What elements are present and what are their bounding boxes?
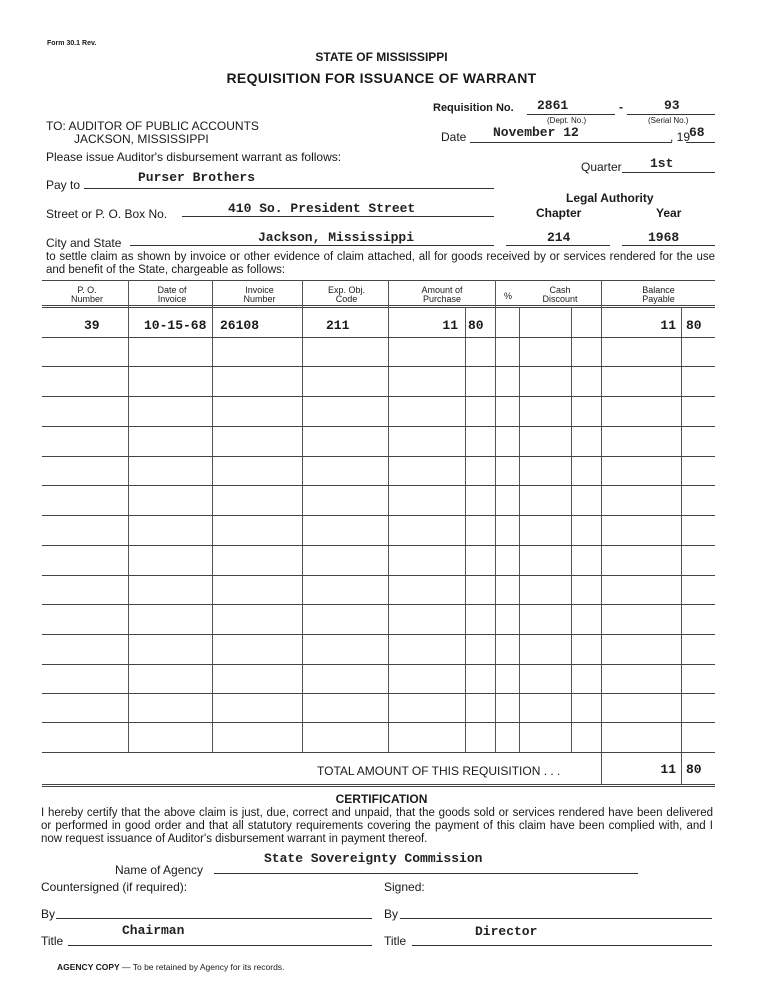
col-head-balance: Balance Payable — [642, 285, 675, 304]
city-value: Jackson, Mississippi — [258, 230, 415, 245]
row1-po: 39 — [84, 318, 100, 333]
col-head-exp-code: Exp. Obj. Code — [327, 285, 365, 304]
total-cents: 80 — [686, 762, 702, 777]
requisition-dash: - — [619, 100, 623, 114]
total-rule — [42, 784, 715, 785]
row-rule — [42, 426, 715, 427]
row-rule — [42, 545, 715, 546]
pay-to-value: Purser Brothers — [138, 170, 256, 185]
serial-underline — [627, 114, 715, 115]
row-rule — [42, 456, 715, 457]
pay-to-underline — [84, 188, 494, 189]
countersigned-label: Countersigned (if required): — [41, 880, 188, 894]
row-rule — [42, 366, 715, 367]
col-head-invoice: Invoice Number — [243, 285, 276, 304]
quarter-value: 1st — [650, 156, 674, 171]
issue-instruction: Please issue Auditor's disbursement warrant as follows: — [46, 150, 342, 164]
row-rule — [42, 722, 715, 723]
row1-date: 10-15-68 — [144, 318, 207, 333]
dept-number: 2861 — [537, 98, 569, 113]
row-rule — [42, 664, 715, 665]
date-label: Date — [441, 130, 467, 144]
signed-label: Signed: — [384, 880, 425, 894]
total-dollars: 11 — [660, 762, 676, 777]
col-line — [601, 280, 602, 785]
total-rule-2 — [42, 786, 715, 787]
col-line — [465, 307, 466, 752]
agency-value: State Sovereignty Commission — [264, 851, 483, 866]
legal-year-label: Year — [656, 206, 682, 220]
col-line — [302, 280, 303, 752]
col-line — [495, 280, 496, 752]
row1-amount-dollars: 11 — [442, 318, 458, 333]
agency-label: Name of Agency — [115, 863, 204, 877]
state-heading: STATE OF MISSISSIPPI — [315, 50, 448, 64]
row1-balance-cents: 80 — [686, 318, 702, 333]
certification-title: CERTIFICATION — [335, 792, 428, 806]
row-rule — [42, 515, 715, 516]
col-head-amount: Amount of Purchase — [421, 285, 463, 304]
chapter-underline — [506, 245, 610, 246]
footer-note: AGENCY COPY — To be retained by Agency for its records. — [57, 962, 285, 972]
city-underline — [130, 245, 494, 246]
left-title-value: Chairman — [122, 923, 185, 938]
by-right-underline[interactable] — [400, 918, 712, 919]
col-line — [519, 307, 520, 752]
row-rule — [42, 604, 715, 605]
row1-exp-code: 211 — [326, 318, 350, 333]
quarter-underline — [622, 172, 715, 173]
row-rule — [42, 485, 715, 486]
col-head-po: P. O. Number — [70, 285, 103, 304]
year-underline — [686, 142, 715, 143]
year-prefix: , 19 — [670, 130, 691, 144]
dept-underline — [527, 114, 615, 115]
by-left-underline[interactable] — [56, 918, 372, 919]
legal-year-underline — [622, 245, 715, 246]
table-header-rule-2 — [42, 307, 715, 308]
pay-to-label: Pay to — [46, 178, 81, 192]
form-title: REQUISITION FOR ISSUANCE OF WARRANT — [226, 70, 537, 86]
row-rule — [42, 634, 715, 635]
to-line-1: TO: AUDITOR OF PUBLIC ACCOUNTS — [46, 119, 259, 133]
col-line — [681, 307, 682, 785]
settle-text: to settle claim as shown by invoice or other evidence of claim attached, all for goods received by or services rendered for the use and benefit of the State, chargeable as follows: — [46, 251, 715, 276]
col-line — [212, 280, 213, 752]
year-value: 68 — [689, 125, 705, 140]
col-head-date: Date of Invoice — [157, 285, 187, 304]
table-top-rule — [42, 280, 715, 281]
row1-invoice: 26108 — [220, 318, 260, 333]
row1-amount-cents: 80 — [468, 318, 484, 333]
street-value: 410 So. President Street — [228, 201, 416, 216]
row-rule — [42, 396, 715, 397]
certification-text: I hereby certify that the above claim is just, due, correct and unpaid, that the goods sold or services rendered have been delivered or performed in good order and that all statutory requirements covering the payment of this claim have been complied with, and I now request issuance of Auditor's disbursement warrant in payment thereof. — [41, 807, 713, 845]
col-head-percent: % — [503, 291, 512, 301]
col-line — [388, 280, 389, 752]
title-left-label: Title — [41, 934, 64, 948]
legal-year-value: 1968 — [648, 230, 680, 245]
by-left-label: By — [41, 907, 56, 921]
row1-balance-dollars: 11 — [660, 318, 676, 333]
right-title-value: Director — [475, 924, 538, 939]
col-head-discount: Cash Discount — [542, 285, 578, 304]
date-underline — [470, 142, 672, 143]
city-label: City and State — [46, 236, 122, 250]
dept-caption: (Dept. No.) — [547, 116, 587, 125]
title-right-underline — [412, 945, 712, 946]
street-underline — [182, 216, 494, 217]
by-right-label: By — [384, 907, 399, 921]
form-number: Form 30.1 Rev. — [47, 40, 97, 47]
chapter-label: Chapter — [536, 206, 582, 220]
agency-underline — [214, 873, 638, 874]
row-rule — [42, 337, 715, 338]
date-value: November 12 — [493, 125, 579, 140]
col-line — [128, 280, 129, 752]
total-label: TOTAL AMOUNT OF THIS REQUISITION . . . — [317, 764, 561, 778]
quarter-label: Quarter — [581, 160, 622, 174]
legal-authority-label: Legal Authority — [566, 191, 654, 205]
chapter-value: 214 — [547, 230, 571, 245]
col-line — [571, 307, 572, 752]
serial-number: 93 — [664, 98, 680, 113]
table-header-rule — [42, 305, 715, 306]
to-line-2: JACKSON, MISSISSIPPI — [74, 132, 209, 146]
table-bottom-rule — [42, 752, 715, 753]
row-rule — [42, 693, 715, 694]
row-rule — [42, 575, 715, 576]
serial-caption: (Serial No.) — [648, 116, 689, 125]
title-right-label: Title — [384, 934, 407, 948]
requisition-label: Requisition No. — [433, 102, 514, 114]
street-label: Street or P. O. Box No. — [46, 207, 168, 221]
title-left-underline — [68, 945, 372, 946]
